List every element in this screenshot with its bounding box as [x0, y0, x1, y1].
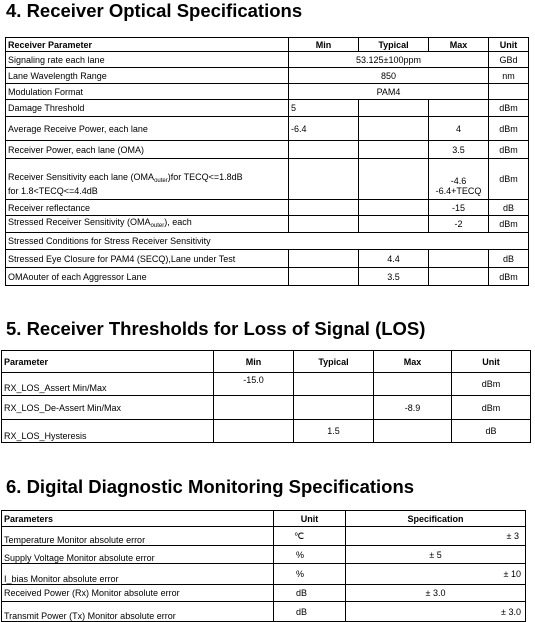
col-header-unit: Unit [489, 38, 529, 52]
col-header-typical: Typical [359, 38, 429, 52]
row-typical: 53.125±100ppm [289, 52, 489, 68]
col-header-parameter: Parameter [2, 351, 214, 373]
row-typical [359, 100, 429, 117]
row-typical [294, 396, 374, 420]
row-param [6, 159, 289, 200]
row-param: Stressed Eye Closure for PAM4 (SECQ),Lane under Test [6, 250, 289, 268]
row-unit: nm [489, 68, 529, 84]
row-specification: ± 10 [346, 564, 526, 585]
row-param: Damage Threshold [6, 100, 289, 117]
col-header-max: Max [374, 351, 452, 373]
col-header-min: Min [289, 38, 359, 52]
row-typical: 850 [289, 68, 489, 84]
row-param: Receiver reflectance [6, 200, 289, 216]
row-unit: dBm [489, 100, 529, 117]
section-4-title: 4. Receiver Optical Specifications [6, 0, 303, 21]
row-specification: ± 3 [346, 527, 526, 546]
row-param: I_bias Monitor absolute error [2, 564, 274, 585]
table-row [2, 420, 531, 443]
receiver-optical-specs-table [5, 37, 529, 286]
row-min [289, 216, 359, 233]
table-header-row [2, 351, 531, 373]
table-header-row [2, 511, 526, 527]
row-unit: dB [274, 602, 346, 622]
table-row [6, 84, 529, 100]
table-row [6, 52, 529, 68]
row-typical: 3.5 [359, 268, 429, 286]
row-unit: dBm [489, 117, 529, 141]
table-row [6, 233, 529, 250]
row-param: Receiver Power, each lane (OMA) [6, 141, 289, 159]
row-unit: dB [489, 200, 529, 216]
row-typical [359, 117, 429, 141]
table-row [2, 585, 526, 602]
row-max: -4.6 -6.4+TECQ [429, 159, 489, 200]
row-typical [359, 216, 429, 233]
row-param: Stressed Conditions for Stress Receiver Sensitivity [6, 233, 529, 250]
row-max [374, 373, 452, 396]
row-unit: % [274, 546, 346, 564]
row-param: Transmit Power (Tx) Monitor absolute error [2, 602, 274, 622]
row-unit [489, 84, 529, 100]
table-row [2, 396, 531, 420]
row-param: Modulation Format [6, 84, 289, 100]
row-unit: dBm [452, 373, 531, 396]
row-min [289, 268, 359, 286]
row-param: Average Receive Power, each lane [6, 117, 289, 141]
row-unit: dB [489, 250, 529, 268]
row-min: -15.0 [214, 373, 294, 396]
row-min [289, 141, 359, 159]
receiver-los-table [1, 350, 531, 443]
table-row [6, 117, 529, 141]
row-unit: dB [452, 420, 531, 443]
section-6-title: 6. Digital Diagnostic Monitoring Specifications [6, 476, 415, 497]
row-min [214, 396, 294, 420]
row-unit: dBm [489, 216, 529, 233]
row-param: RX_LOS_Assert Min/Max [2, 373, 214, 396]
row-param: Supply Voltage Monitor absolute error [2, 546, 274, 564]
row-typical: 1.5 [294, 420, 374, 443]
row-unit: GBd [489, 52, 529, 68]
table-row [6, 68, 529, 84]
row-unit: % [274, 564, 346, 585]
row-unit: dB [274, 585, 346, 602]
row-typical [294, 373, 374, 396]
row-typical [359, 141, 429, 159]
row-unit: dBm [489, 268, 529, 286]
row-typical [359, 159, 429, 200]
row-max [429, 268, 489, 286]
row-unit: dBm [489, 141, 529, 159]
table-row [2, 527, 526, 546]
row-min [289, 250, 359, 268]
row-max [429, 250, 489, 268]
row-max: -2 [429, 216, 489, 233]
row-specification: ± 5 [346, 546, 526, 564]
row-unit: dBm [452, 396, 531, 420]
row-min [289, 159, 359, 200]
col-header-min: Min [214, 351, 294, 373]
col-header-unit: Unit [452, 351, 531, 373]
ddm-specs-table [1, 510, 526, 622]
row-param: RX_LOS_De-Assert Min/Max [2, 396, 214, 420]
row-min: -6.4 [289, 117, 359, 141]
row-specification: ± 3.0 [346, 585, 526, 602]
col-header-unit: Unit [274, 511, 346, 527]
table-row [6, 159, 529, 200]
row-max [429, 100, 489, 117]
row-max: 3.5 [429, 141, 489, 159]
table-row [6, 100, 529, 117]
row-typical [359, 200, 429, 216]
col-header-parameter: Receiver Parameter [6, 38, 289, 52]
table-row [2, 373, 531, 396]
row-param: Stressed Receiver Sensitivity $(OMA_{outer})$, each [6, 216, 289, 233]
table-row [6, 268, 529, 286]
row-max [374, 420, 452, 443]
col-header-specification: Specification [346, 511, 526, 527]
col-header-typical: Typical [294, 351, 374, 373]
row-param: Received Power (Rx) Monitor absolute error [2, 585, 274, 602]
section-5-title: 5. Receiver Thresholds for Loss of Signal (LOS) [6, 318, 426, 339]
table-row [6, 216, 529, 233]
row-min: 5 [289, 100, 359, 117]
table-row [6, 141, 529, 159]
table-row [6, 250, 529, 268]
row-param: OMAouter of each Aggressor Lane [6, 268, 289, 286]
row-min [289, 200, 359, 216]
row-unit: dBm [489, 159, 529, 200]
row-max: -15 [429, 200, 489, 216]
col-header-max: Max [429, 38, 489, 52]
row-param-line2: for 1.8<TECQ<=4.4dB [8, 186, 98, 196]
col-header-parameters: Parameters [2, 511, 274, 527]
row-param: RX_LOS_Hysteresis [2, 420, 214, 443]
row-param: Lane Wavelength Range [6, 68, 289, 84]
row-param: Signaling rate each lane [6, 52, 289, 68]
table-row [6, 200, 529, 216]
row-typical: 4.4 [359, 250, 429, 268]
row-max: 4 [429, 117, 489, 141]
table-header-row [6, 38, 529, 52]
row-param: Temperature Monitor absolute error [2, 527, 274, 546]
row-min [214, 420, 294, 443]
row-param-line1: Receiver Sensitivity each lane $(OMA_{outer})for$ TECQ<=1.8dB [8, 172, 243, 184]
table-row [2, 564, 526, 585]
row-unit: ℃ [274, 527, 346, 546]
row-typical: PAM4 [289, 84, 489, 100]
row-max: -8.9 [374, 396, 452, 420]
row-specification: ± 3.0 [346, 602, 526, 622]
table-row [2, 546, 526, 564]
